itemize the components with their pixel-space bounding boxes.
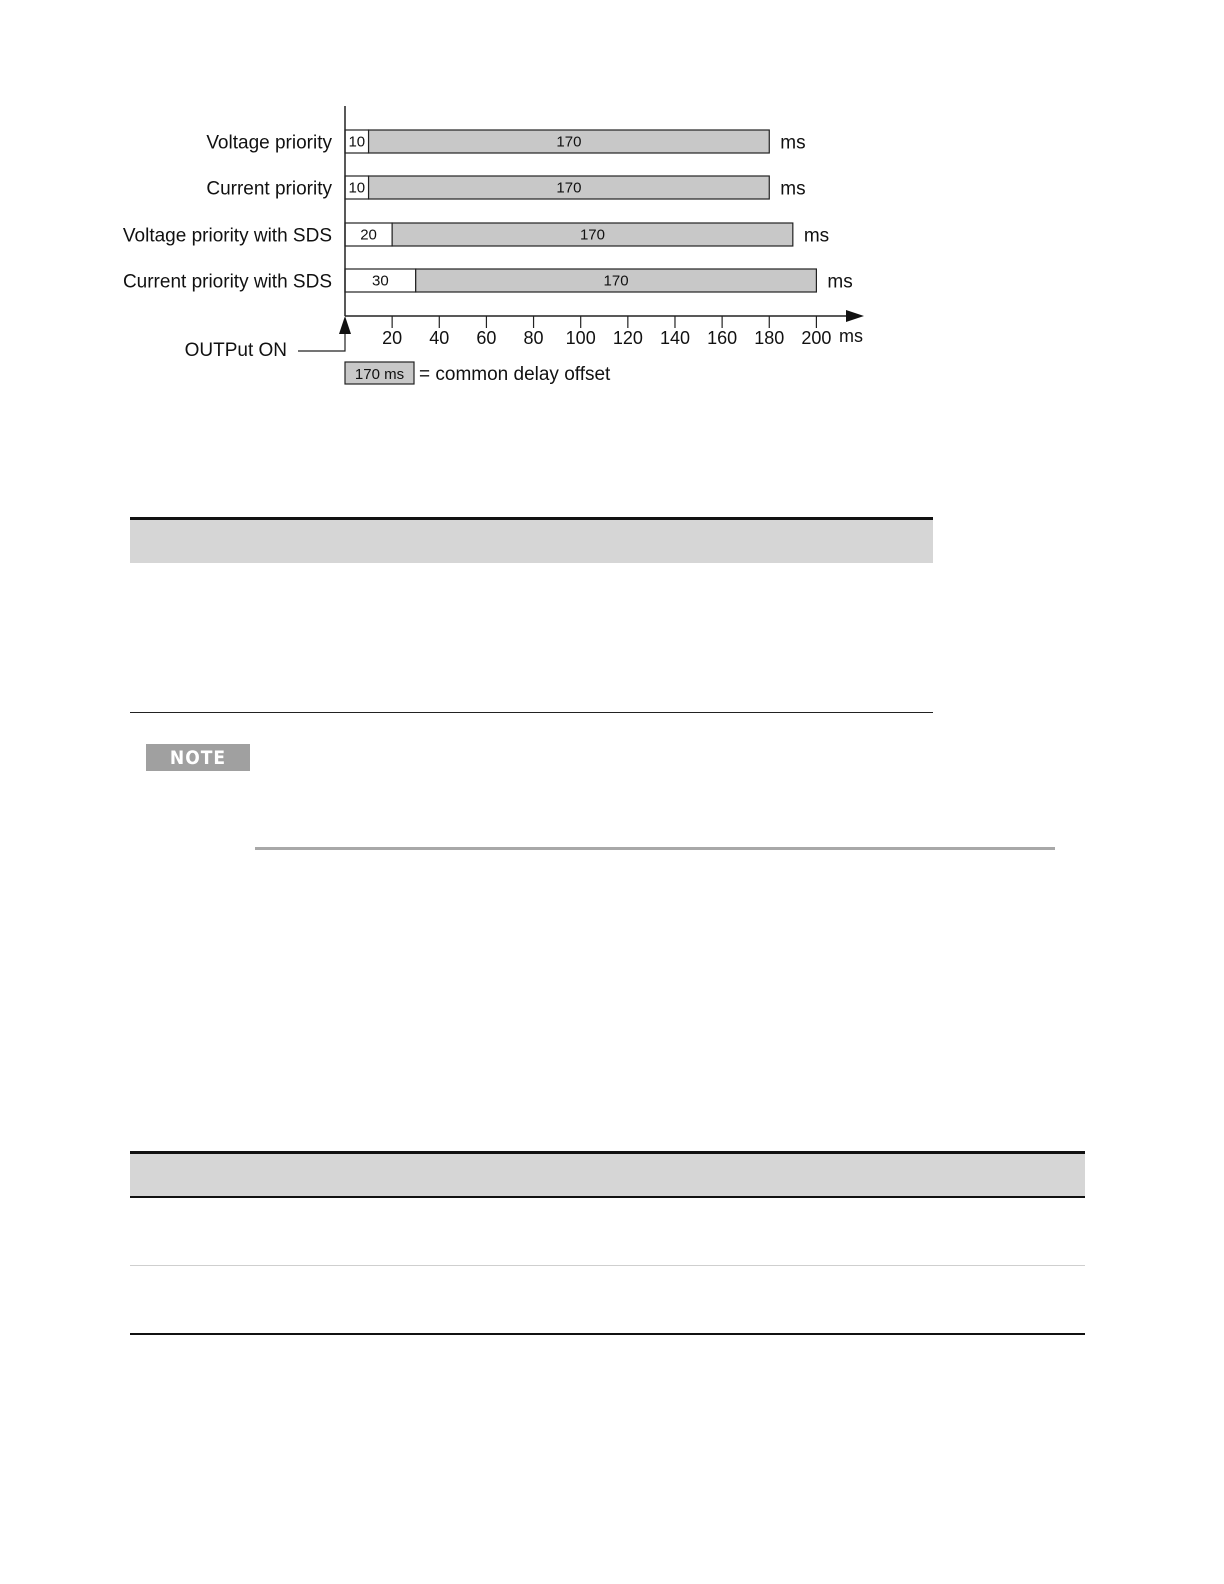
bar-value-label: 170 bbox=[579, 226, 606, 244]
category-label: Current priority bbox=[206, 178, 332, 200]
x-tick-label: 40 bbox=[429, 328, 450, 348]
x-tick-label: 100 bbox=[565, 328, 596, 348]
bars-group bbox=[123, 130, 853, 293]
bar-value-label: 170 bbox=[556, 179, 582, 197]
bar-value-label: 20 bbox=[360, 226, 377, 244]
category-label: Voltage priority with SDS bbox=[122, 225, 332, 247]
bar-unit-label: ms bbox=[803, 225, 830, 247]
legend-text: = common delay offset bbox=[419, 364, 611, 385]
note-badge: NOTE bbox=[146, 744, 250, 771]
category-label: Current priority with SDS bbox=[122, 271, 332, 293]
bar-value-label: 170 bbox=[603, 272, 629, 290]
table-2-header bbox=[130, 1151, 1085, 1198]
category-label: Voltage priority bbox=[206, 132, 332, 154]
x-ticks bbox=[382, 316, 831, 348]
x-tick-label: 60 bbox=[476, 328, 497, 348]
bar-unit-label: ms bbox=[780, 132, 806, 154]
note-rule bbox=[255, 847, 1055, 850]
bar-value-label: 10 bbox=[348, 179, 366, 197]
x-axis-unit: ms bbox=[839, 326, 863, 346]
x-axis-arrow-icon bbox=[846, 310, 864, 322]
output-on-arrow-icon bbox=[339, 316, 351, 334]
output-on-leader-line bbox=[298, 334, 345, 351]
table-1-header bbox=[130, 517, 933, 563]
legend bbox=[345, 362, 611, 385]
delay-chart bbox=[0, 0, 1224, 420]
x-tick-label: 120 bbox=[612, 328, 643, 348]
bar-unit-label: ms bbox=[827, 271, 853, 293]
x-tick-label: 80 bbox=[523, 328, 544, 348]
bar-value-label: 10 bbox=[348, 133, 366, 151]
output-on-label: OUTPut ON bbox=[184, 340, 287, 361]
table-1-bottom-rule bbox=[130, 712, 933, 713]
bar-value-label: 30 bbox=[372, 272, 389, 290]
legend-swatch-label: 170 ms bbox=[354, 366, 405, 383]
x-tick-label: 160 bbox=[707, 328, 738, 348]
x-tick-label: 140 bbox=[659, 328, 691, 348]
table-2-row-divider bbox=[130, 1265, 1085, 1266]
bar-unit-label: ms bbox=[780, 178, 806, 200]
bar-value-label: 170 bbox=[556, 133, 582, 151]
table-2-bottom-rule bbox=[130, 1333, 1085, 1335]
x-tick-label: 200 bbox=[801, 328, 832, 348]
x-tick-label: 20 bbox=[382, 328, 403, 348]
x-tick-label: 180 bbox=[754, 328, 785, 348]
